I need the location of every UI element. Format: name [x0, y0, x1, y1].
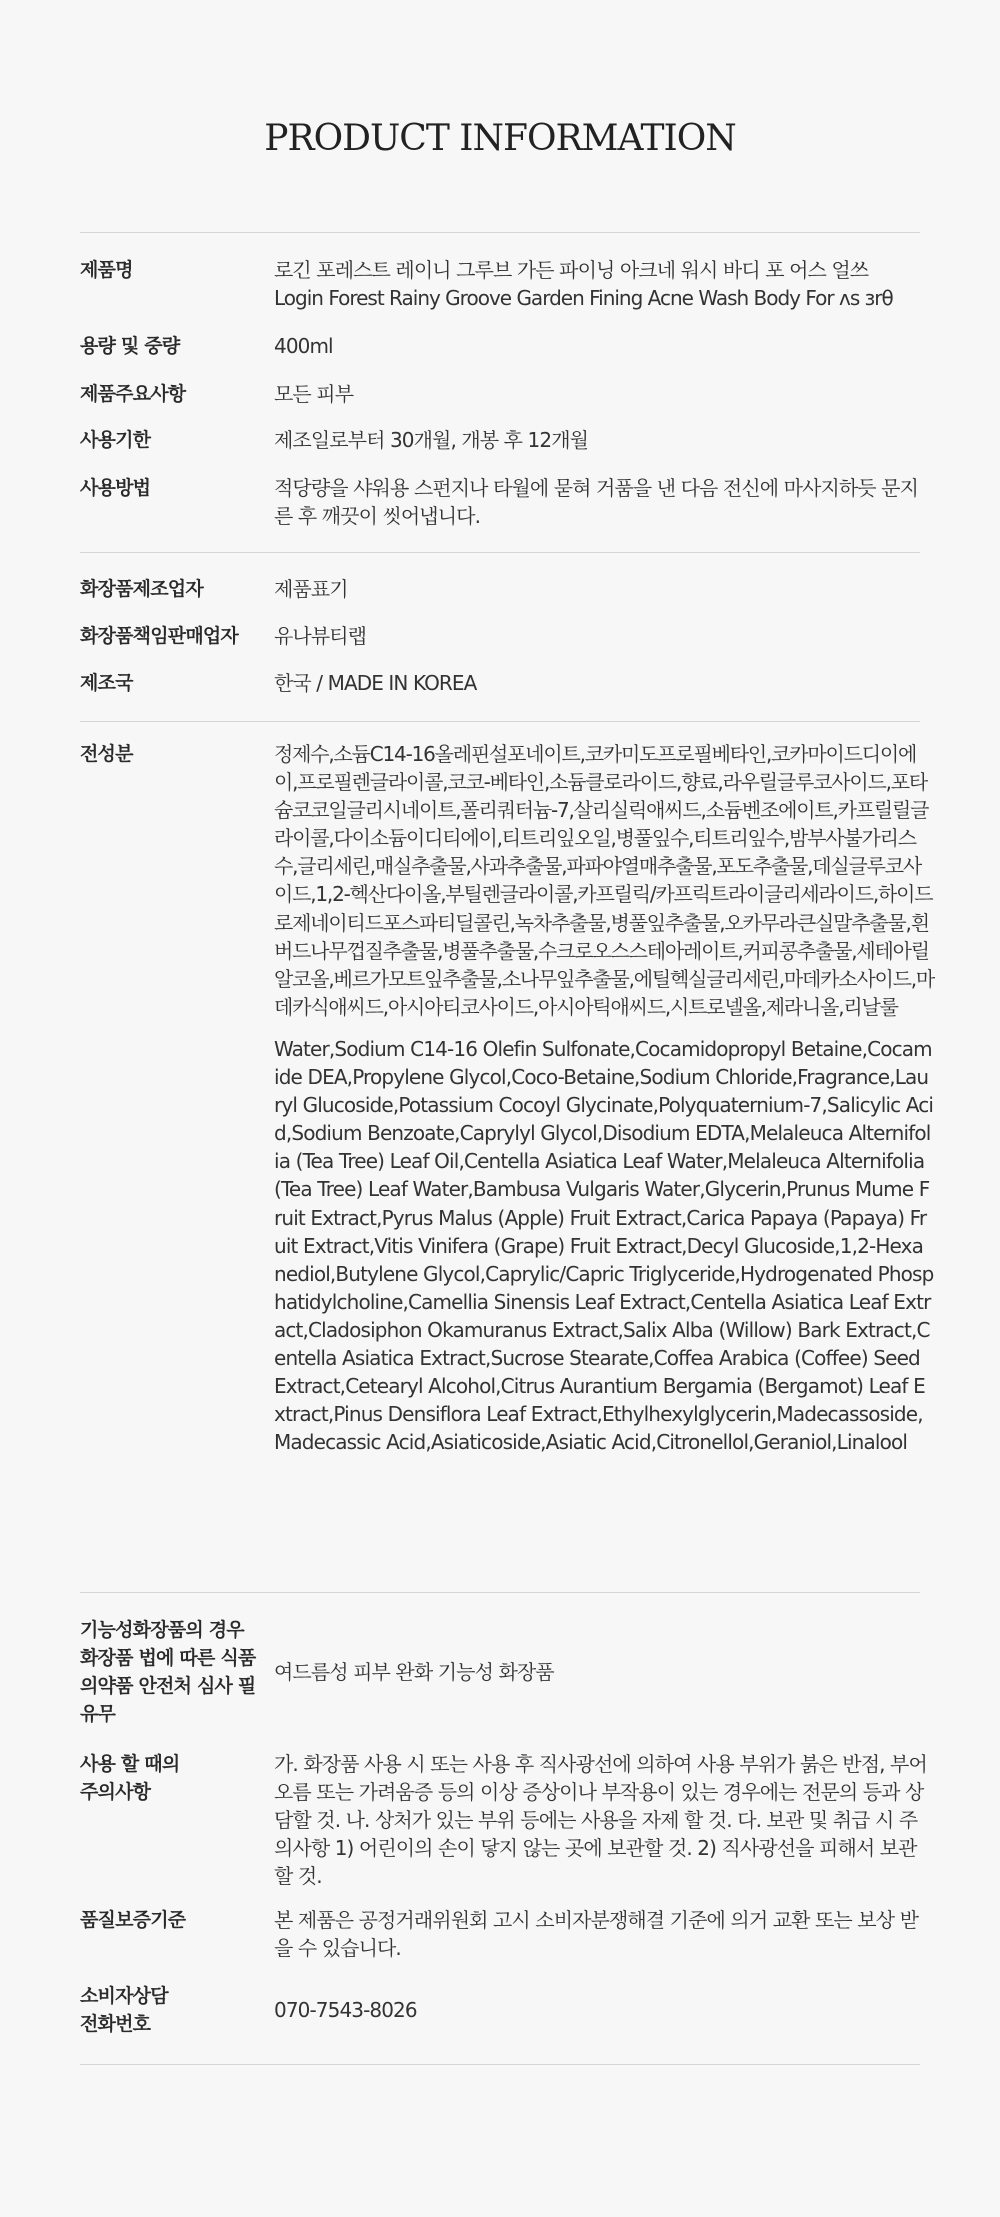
page-title: PRODUCT INFORMATION [264, 118, 736, 159]
warranty-row [80, 1906, 940, 1962]
expiry-label: 사용기한 [80, 429, 151, 451]
functional-row [80, 1616, 940, 1728]
product-name-ko: 로긴 포레스트 레이니 그루브 가든 파이닝 아크네 워시 바디 포 어스 얼쓰 [274, 258, 869, 282]
manufacturer-row [80, 575, 940, 603]
volume-row [80, 332, 940, 360]
product-name-value [274, 256, 934, 312]
skin-type-value: 모든 피부 [274, 382, 354, 406]
origin-label: 제조국 [80, 672, 133, 694]
skin-type-row [80, 380, 940, 408]
product-name-label: 제품명 [80, 259, 133, 281]
warranty-value: 본 제품은 공정거래위원회 고시 소비자분쟁해결 기준에 의거 교환 또는 보상 받을 수 있습니다. [274, 1908, 919, 1960]
caution-value: 가. 화장품 사용 시 또는 사용 후 직사광선에 의하여 사용 부위가 붉은 반점, 부어오름 또는 가려움증 등의 이상 증상이나 부작용이 있는 경우에는 전문의 등과 상담할 것. 나. 상처가 있는 부위 등에는 사용을 자제 할 것. 다. 보관 및 취급 시 주의사항 1) 어린이의 손이 닿지 않는 곳에 보관할 것. 2) 직사광선을 피해서 보관할 것. [274, 1752, 927, 1888]
divider [80, 232, 920, 233]
product-name-row [80, 256, 940, 312]
seller-value: 유나뷰티랩 [274, 624, 367, 648]
manufacturer-label: 화장품제조업자 [80, 578, 203, 600]
product-name-en: Login Forest Rainy Groove Garden Fining Acne Wash Body For ʌs ɜrθ [274, 286, 893, 310]
divider [80, 2064, 920, 2065]
functional-value: 여드름성 피부 완화 기능성 화장품 [274, 1660, 554, 1684]
volume-label: 용량 및 중량 [80, 335, 180, 357]
seller-label: 화장품책임판매업자 [80, 625, 238, 647]
expiry-row [80, 426, 940, 454]
functional-label: 기능성화장품의 경우 화장품 법에 따른 식품의약품 안전처 심사 필 유무 [80, 1619, 256, 1725]
expiry-value: 제조일로부터 30개월, 개봉 후 12개월 [274, 428, 589, 452]
ingredients-ko: 정제수,소듐C14-16올레핀설포네이트,코카미도프로필베타인,코카마이드디이에이,프로필렌글라이콜,코코-베타인,소듐클로라이드,향료,라우릴글루코사이드,포타슘코코일글리시네이트,폴리쿼터늄-7,살리실릭애씨드,소듐벤조에이트,카프릴릴글라이콜,다이소듐이디티에이,티트리잎오일,병풀잎수,티트리잎수,밤부사불가리스수,글리세린,매실추출물,사과추출물,파파야열매추출물,포도추출물,데실글루코사이드,1,2-헥산다이올,부틸렌글라이콜,카프릴릭/카프릭트라이글리세라이드,하이드로제네이티드포스파티딜콜린,녹차추출물,병풀잎추출물,오카무라큰실말추출물,흰버드나무껍질추출물,병풀추출물,수크로오스스테아레이트,커피콩추출물,세테아릴알코올,베르가모트잎추출물,소나무잎추출물,에틸헥실글리세린,마데카소사이드,마데카식애씨드,아시아티코사이드,아시아틱애씨드,시트로넬올,제라니올,리날룰 [274, 742, 934, 1019]
seller-row [80, 622, 940, 650]
usage-row [80, 474, 940, 530]
contact-label: 소비자상담 전화번호 [80, 1985, 168, 2035]
manufacturer-value: 제품표기 [274, 577, 348, 601]
ingredients-row [80, 740, 940, 1456]
origin-value: 한국 / MADE IN KOREA [274, 671, 477, 695]
divider [80, 721, 920, 722]
contact-value: 070-7543-8026 [274, 1998, 417, 2022]
contact-row [80, 1982, 940, 2038]
ingredients-en: Water,Sodium C14-16 Olefin Sulfonate,Cocamidopropyl Betaine,Cocamide DEA,Propylene Glycol,Coco-Betaine,Sodium Chloride,Fragrance,Lauryl Glucoside,Potassium Cocoyl Glycinate,Polyquaternium-7,Salicylic Acid,Sodium Benzoate,Caprylyl Glycol,Disodium EDTA,Melaleuca Alternifolia (Tea Tree) Leaf Oil,Centella Asiatica Leaf Water,Melaleuca Alternifolia (Tea Tree) Leaf Water,Bambusa Vulgaris Water,Glycerin,Prunus Mume Fruit Extract,Pyrus Malus (Apple) Fruit Extract,Carica Papaya (Papaya) Fruit Extract,Vitis Vinifera (Grape) Fruit Extract,Decyl Glucoside,1,2-Hexanediol,Butylene Glycol,Caprylic/Capric Triglyceride,Hydrogenated Phosphatidylcholine,Camellia Sinensis Leaf Extract,Centella Asiatica Leaf Extract,Cladosiphon Okamuranus Extract,Salix Alba (Willow) Bark Extract,Centella Asiatica Extract,Sucrose Stearate,Coffea Arabica (Coffee) Seed Extract,Cetearyl Alcohol,Citrus Aurantium Bergamia (Bergamot) Leaf Extract,Pinus Densiflora Leaf Extract,Ethylhexylglycerin,Madecassoside,Madecassic Acid,Asiaticoside,Asiatic Acid,Citronellol,Geraniol,Linalool [274, 1036, 934, 1455]
caution-row [80, 1750, 940, 1890]
divider [80, 552, 920, 553]
usage-value: 적당량을 샤워용 스펀지나 타월에 묻혀 거품을 낸 다음 전신에 마사지하듯 문지른 후 깨끗이 씻어냅니다. [274, 476, 919, 528]
skin-type-label: 제품주요사항 [80, 383, 186, 405]
ingredients-value [274, 740, 934, 1456]
divider [80, 1592, 920, 1593]
volume-value: 400ml [274, 334, 333, 358]
usage-label: 사용방법 [80, 477, 151, 499]
caution-label: 사용 할 때의 주의사항 [80, 1753, 180, 1803]
warranty-label: 품질보증기준 [80, 1909, 186, 1931]
ingredients-label: 전성분 [80, 743, 133, 765]
origin-row [80, 669, 940, 697]
